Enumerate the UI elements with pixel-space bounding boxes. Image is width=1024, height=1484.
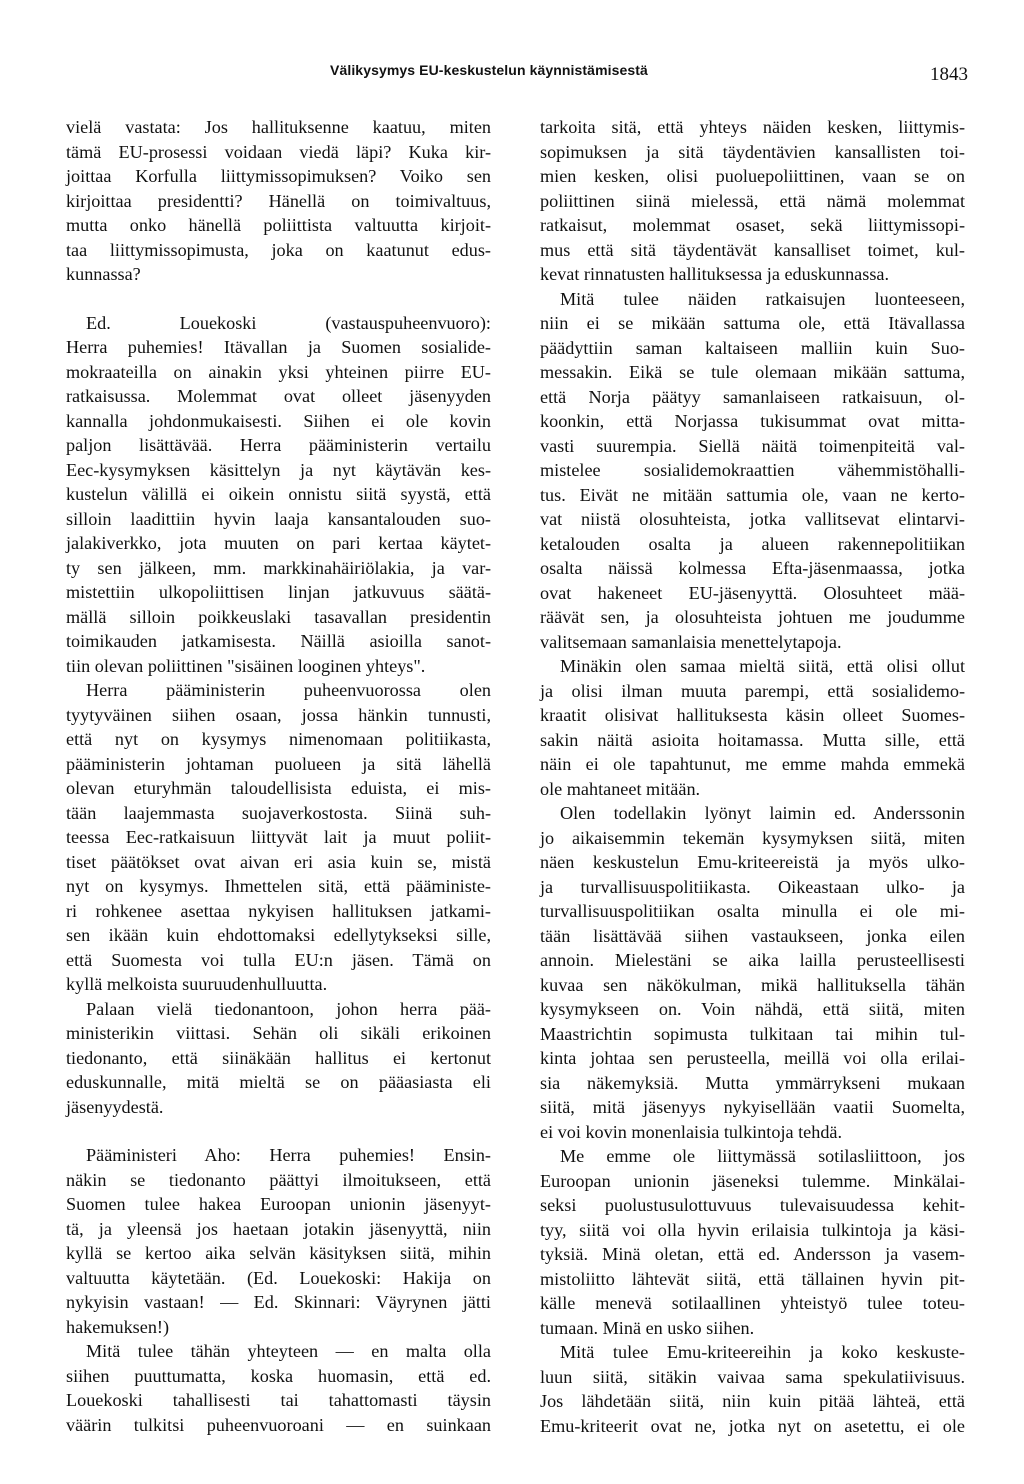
text-line: Herra pääministerin puheenvuorossa olen xyxy=(86,680,491,700)
left-column xyxy=(66,115,491,1437)
text-line: tyy, siitä voi olla hyvin erilaisia tulkintoja ja käsi- xyxy=(540,1219,965,1240)
text-line: tä, ja yleensä jos haetaan jotakin jäsenyyttä, niin xyxy=(66,1218,491,1239)
text-line: kustelun välillä ei oikein onnistu siitä syystä, että xyxy=(66,484,491,504)
text-line: olevan eturyhmän taloudellisista eduista, ei mis- xyxy=(66,778,491,798)
text-line: jalakiverkko, jota muuten on pari kertaa käytet- xyxy=(66,533,491,553)
text-line: mien kesken, olisi puoluepoliittinen, vaan se on xyxy=(540,166,965,186)
text-line: ja turvallisuuspolitiikasta. Oikeastaan ulko- ja xyxy=(540,876,965,897)
text-line: tään laajemmasta suojaverkostosta. Siinä suh- xyxy=(66,802,491,823)
text-line: nyt on kysymys. Ihmettelen sitä, että pääministe- xyxy=(66,876,491,896)
text-line: Olen todellakin lyönyt laimin ed. Anderssonin xyxy=(560,803,965,823)
text-line: tyksiä. Minä oletan, että ed. Andersson ja vasem- xyxy=(540,1244,965,1264)
text-line: Louekoski tahallisesti tai tahattomasti täysin xyxy=(66,1390,491,1410)
text-line: ministerikin viittasi. Sehän oli sikäli erikoinen xyxy=(66,1023,491,1043)
text-line: ketalouden osalta ja alueen rakennepolitiikan xyxy=(540,533,965,554)
text-line: silloin laadittiin hyvin laaja kansantalouden suo- xyxy=(66,508,491,529)
text-line: luun siitä, sitäkin vaivaa sama spekulatiivisuus. xyxy=(540,1366,965,1387)
text-line: mus että sitä täydentävät kansalliset toimet, kul- xyxy=(540,239,965,260)
text-line: että Suomesta voi tulla EU:n jäsen. Tämä on xyxy=(66,949,491,970)
text-line: näin ei ole tapahtunut, me emme mahda emmekä xyxy=(540,754,965,774)
text-line: Emu-kriteerit ovat ne, jotka nyt on asetettu, ei ole xyxy=(540,1415,965,1436)
text-line: tään lisättävää siihen vastaukseen, jonka eilen xyxy=(540,925,965,946)
text-line: Me emme ole liittymässä sotilasliittoon, jos xyxy=(560,1146,965,1166)
text-line: valitsemaan samanlaisia menettelytapoja. xyxy=(540,631,842,652)
text-line: kyllä melkoista suuruudenhulluutta. xyxy=(66,974,328,994)
text-line: siihen puuttumatta, koska huomasin, että ed. xyxy=(66,1365,491,1386)
text-line: siitä, mitä jäsenyys nykyisellään vaatii Suomelta, xyxy=(540,1097,965,1117)
text-line: koonkin, että Norjassa tukisummat ovat mitta- xyxy=(540,411,965,431)
text-line: tyytyväinen siihen osaan, jossa hänkin tunnusti, xyxy=(66,704,491,725)
text-line: ja olisi ilman muuta parempi, että sosialidemo- xyxy=(540,680,965,701)
text-line: kunnassa? xyxy=(66,264,141,284)
text-line: jäsenyydestä. xyxy=(66,1096,164,1117)
text-line: Minäkin olen samaa mieltä siitä, että olisi ollut xyxy=(560,656,965,676)
text-line: nykyisin vastaan! — Ed. Skinnari: Väyrynen jätti xyxy=(66,1292,491,1312)
text-line: päädyttiin saman kaltaiseen malliin kuin Suo- xyxy=(540,337,965,358)
text-line: mistettiin ulkopoliittisen linjan jatkuvuus säätä- xyxy=(66,582,491,602)
text-line: sen ikään kuin ehdottomaksi edellytykseksi sille, xyxy=(66,925,491,945)
text-line: poliittinen siinä mielessä, että nämä molemmat xyxy=(540,190,965,211)
text-line: pääministerin johtaman puolueen ja sitä lähellä xyxy=(66,753,491,774)
text-line: seksi puolustusulottuvuus tulevaisuudessa kehit- xyxy=(540,1195,965,1215)
text-line: Mitä tulee Emu-kriteereihin ja koko keskuste- xyxy=(560,1342,965,1362)
text-line: Maastrichtin sopimusta tulkitaan tai mihin tul- xyxy=(540,1023,965,1044)
text-line: ei voi kovin monenlaisia tulkintoja tehdä. xyxy=(540,1121,843,1142)
text-line: joittaa Korfulla liittymissopimuksen? Voiko sen xyxy=(66,166,491,186)
text-line: kyllä se kertoo aika selvän käsityksen siitä, mihin xyxy=(66,1243,491,1263)
text-line: että Norja päätyy samanlaiseen ratkaisuun, ol- xyxy=(540,386,965,407)
text-line: sakin näitä asioita hoitamassa. Mutta sille, että xyxy=(540,729,965,750)
text-line: turvallisuuspolitiikan osalta minulla ei ole mi- xyxy=(540,901,965,921)
text-line: kraatit olisivat hallituksesta käsin olleet Suomes- xyxy=(540,705,965,725)
text-line: tarkoita sitä, että yhteys näiden kesken, liittymis- xyxy=(540,117,965,137)
speaker-line: Ed. Louekoski (vastauspuheenvuoro): xyxy=(86,312,491,333)
text-line: räävät sen, ja olosuhteista johtuen me joudumme xyxy=(540,607,965,627)
text-line: Jos lähdetään siitä, niin kuin pitää lähteä, että xyxy=(540,1391,965,1411)
text-line: mistelee sosialidemokraattien vähemmistöhalli- xyxy=(540,460,965,480)
text-line: kevat rinnatusten hallituksessa ja eduskunnassa. xyxy=(540,264,890,284)
text-line: Eec-kysymyksen käsittelyn ja nyt käytävän kes- xyxy=(66,459,491,480)
text-line: taa liittymissopimusta, joka on kaatunut edus- xyxy=(66,239,491,260)
text-line: mokraateilla on ainakin yksi yhteinen piirre EU- xyxy=(66,361,491,382)
text-line: sia näkemyksiä. Mutta ymmärrykseni mukaan xyxy=(540,1072,965,1093)
text-line: tämä EU-prosessi voidaan viedä läpi? Kuka kir- xyxy=(66,141,491,162)
text-line: vielä vastata: Jos hallituksenne kaatuu, miten xyxy=(66,117,491,137)
text-line: tiset päätökset ovat aivan eri asia kuin se, mistä xyxy=(66,851,491,872)
speaker-line: Pääministeri Aho: Herra puhemies! Ensin- xyxy=(86,1145,491,1165)
text-line: toimikauden jatkamisesta. Näillä asioilla sanot- xyxy=(66,631,491,651)
text-line: kinta johtaa sen perusteella, meillä voi olla erilai- xyxy=(540,1048,965,1068)
text-line: teessa Eec-ratkaisuun liittyvät lait ja muut poliit- xyxy=(66,827,491,847)
text-line: niin ei se mikään sattuma ole, että Itävallassa xyxy=(540,313,965,333)
text-line: kirjoittaa presidentti? Hänellä on toimivaltuus, xyxy=(66,190,491,211)
text-line: paljon lisättävää. Herra pääministerin vertailu xyxy=(66,435,491,455)
text-line: näkin se tiedonanto päättyi ilmoitukseen, että xyxy=(66,1169,491,1190)
text-line: Euroopan unionin jäseneksi tulemme. Minkälai- xyxy=(540,1170,965,1191)
text-line: tiedonanto, että siinäkään hallitus ei kertonut xyxy=(66,1047,491,1068)
text-line: vasti suurempia. Siellä näitä toimenpiteitä val- xyxy=(540,435,965,456)
text-line: annoin. Mielestäni se aika lailla perusteellisesti xyxy=(540,950,965,970)
text-line: tumaan. Minä en usko siihen. xyxy=(540,1317,755,1338)
text-line: mistoliitto lähtevät siitä, että tällainen hyvin pit- xyxy=(540,1268,965,1289)
text-line: kuvaa sen näkökulman, mikä hallituksella tähän xyxy=(540,974,965,995)
text-line: Herra puhemies! Itävallan ja Suomen sosialide- xyxy=(66,337,491,357)
text-line: ri rohkenee asettaa nykyisen hallituksen jatkami- xyxy=(66,900,491,921)
text-line: ty sen jälkeen, mm. markkinahäiriölakia, ja var- xyxy=(66,557,491,578)
text-line: jo aikaisemmin tekemän kysymyksen siitä, miten xyxy=(540,827,965,848)
text-line: että nyt on kysymys nimenomaan politiikasta, xyxy=(66,729,491,749)
text-line: Mitä tulee näiden ratkaisujen luonteeseen, xyxy=(560,288,965,309)
page-number: 1843 xyxy=(930,64,968,85)
text-line: näen keskustelun Emu-kriteereistä ja myös ulko- xyxy=(540,852,965,872)
text-line: mällä silloin poikkeuslaki tasavallan presidentin xyxy=(66,606,491,627)
text-line: mutta onko hänellä poliittista valtuutta kirjoit- xyxy=(66,215,491,235)
right-column xyxy=(540,115,965,1438)
text-line: ovat hakeneet EU-jäsenyyttä. Olosuhteet mää- xyxy=(540,582,965,603)
text-line: Palaan vielä tiedonantoon, johon herra pää- xyxy=(86,998,491,1019)
running-head: Välikysymys EU-keskustelun käynnistämisestä xyxy=(330,62,648,78)
text-line: messakin. Eikä se tule olemaan mikään sattuma, xyxy=(540,362,965,382)
text-line: hakemuksen!) xyxy=(66,1316,170,1337)
text-line: kannalla johdonmukaisesti. Siihen ei ole kovin xyxy=(66,410,491,431)
text-line: sopimuksen ja sitä täydentävien kansallisten toi- xyxy=(540,141,965,162)
text-line: tus. Eivät ne mitään sattumia ole, vaan ne kerto- xyxy=(540,484,965,505)
text-line: kysymykseen on. Voin nähdä, että siitä, miten xyxy=(540,999,965,1019)
text-line: Suomen tulee hakea Euroopan unionin jäsenyyt- xyxy=(66,1194,491,1214)
text-line: tiin olevan poliittinen "sisäinen looginen yhteys". xyxy=(66,655,426,676)
text-line: vat niistä olosuhteista, jotka vallitsevat elintarvi- xyxy=(540,509,965,529)
text-line: ole mahtaneet mitään. xyxy=(540,778,701,799)
text-line: källe menevä sotilaallinen yhteistyö tulee toteu- xyxy=(540,1293,965,1313)
text-line: väärin tulkitsi puheenvuoroani — en suinkaan xyxy=(66,1414,491,1435)
text-line: eduskunnalle, mitä mieltä se on pääasiasta eli xyxy=(66,1072,491,1092)
text-line: ratkaisussa. Molemmat ovat olleet jäsenyyden xyxy=(66,386,491,406)
text-line: osalta näissä kolmessa Efta-jäsenmaassa, jotka xyxy=(540,558,965,578)
text-line: ratkaisut, molemmat osaset, sekä liittymissopi- xyxy=(540,215,965,235)
text-line: valtuutta käytetään. (Ed. Louekoski: Hakija on xyxy=(66,1267,491,1288)
text-line: Mitä tulee tähän yhteyteen — en malta olla xyxy=(86,1341,491,1361)
